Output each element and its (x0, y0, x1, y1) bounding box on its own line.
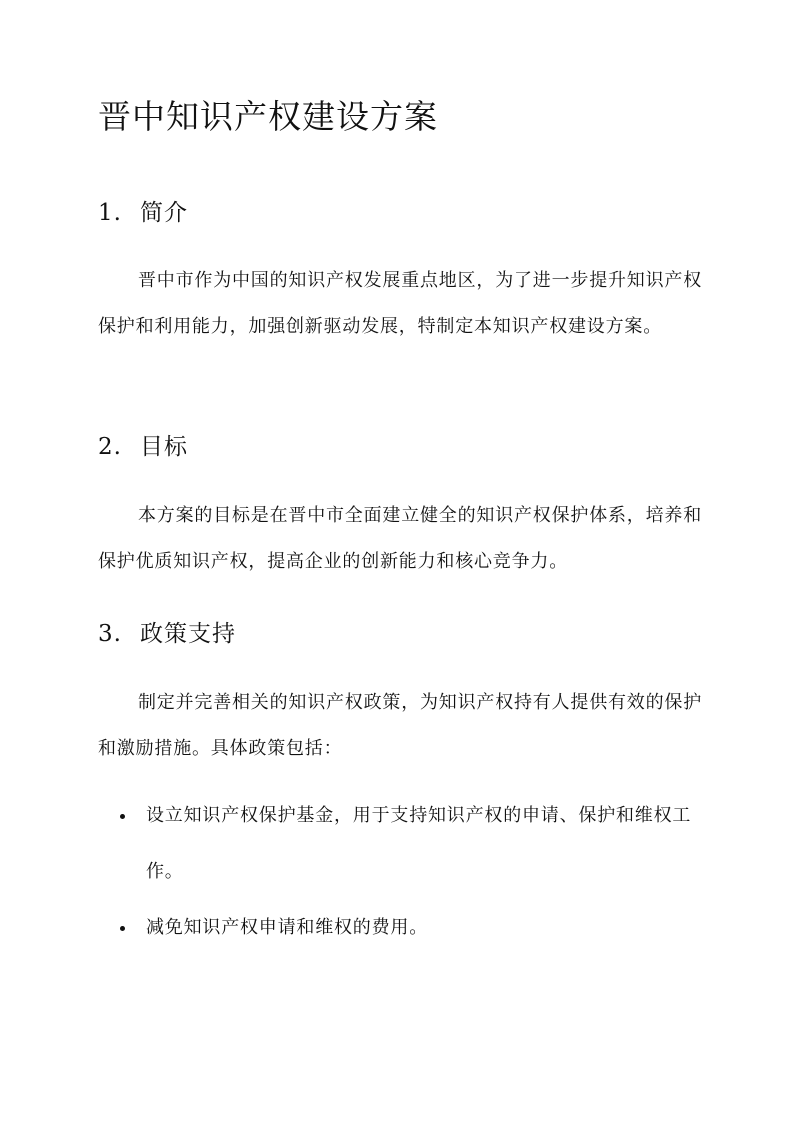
section-heading-policy (98, 618, 236, 650)
list-item-text: 减免知识产权申请和维权的费用。 (146, 917, 428, 938)
section-heading-goals (98, 431, 188, 463)
section-heading-intro (98, 197, 188, 229)
section-title: 目标 (140, 434, 188, 460)
section-title: 政策支持 (140, 621, 236, 647)
section-paragraph-policy: 制定并完善相关的知识产权政策，为知识产权持有人提供有效的保护和激励措施。具体政策包括： (98, 692, 702, 759)
list-item-text: 设立知识产权保护基金，用于支持知识产权的申请、保护和维权工作。 (146, 805, 692, 882)
document-title: 晋中知识产权建设方案 (98, 97, 438, 136)
section-number: 2. (98, 434, 122, 460)
list-item (120, 788, 716, 900)
list-item (120, 900, 716, 956)
section-title: 简介 (140, 200, 188, 226)
section-number: 1. (98, 200, 122, 226)
section-paragraph-goals: 本方案的目标是在晋中市全面建立健全的知识产权保护体系，培养和保护优质知识产权，提高企业的创新能力和核心竞争力。 (98, 505, 702, 572)
section-number: 3. (98, 621, 122, 647)
bullet-icon (120, 926, 125, 931)
section-paragraph-intro: 晋中市作为中国的知识产权发展重点地区，为了进一步提升知识产权保护和利用能力，加强创新驱动发展，特制定本知识产权建设方案。 (98, 270, 702, 337)
bullet-icon (120, 814, 125, 819)
